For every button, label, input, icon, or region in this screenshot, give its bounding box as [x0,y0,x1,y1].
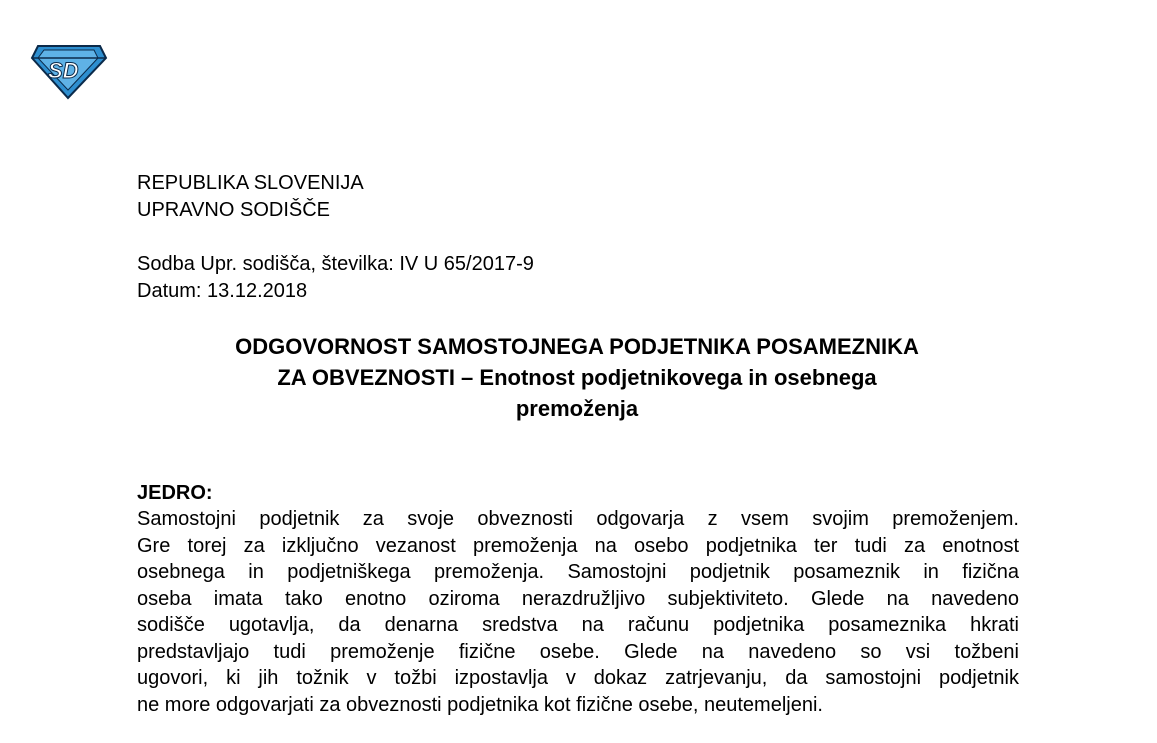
court-name: UPRAVNO SODIŠČE [137,199,330,221]
jedro-paragraph [137,506,1019,718]
case-reference [137,251,534,305]
paragraph-line: predstavljajo tudi premoženje fizične osebe. Glede na navedeno so vsi tožbeni [137,640,1019,663]
title-line-1: ODGOVORNOST SAMOSTOJNEGA PODJETNIKA POSAMEZNIKA [235,334,919,359]
paragraph-line: Samostojni podjetnik za svoje obveznosti odgovarja z vsem svojim premoženjem. [137,508,1019,530]
paragraph-line: Gre torej za izključno vezanost premoženja na osebo podjetnika ter tudi za enotnost [137,534,1019,557]
jedro-heading: JEDRO: [137,482,213,504]
title-line-3: premoženja [515,396,639,421]
paragraph-line: sodišče ugotavlja, da denarna sredstva na računu podjetnika posameznika hkrati [137,614,1019,636]
document-title [137,331,1017,424]
logo-monogram: SD [48,58,79,83]
diamond-shield-icon [30,40,108,100]
court-header [137,170,364,224]
paragraph-line: ne more odgovarjati za obveznosti podjetnika kot fizične osebe, neutemeljeni. [137,693,823,716]
court-logo [30,40,108,100]
decision-date: Datum: 13.12.2018 [137,280,308,302]
republic-name: REPUBLIKA SLOVENIJA [137,172,364,194]
case-number: Sodba Upr. sodišča, številka: IV U 65/2017-9 [137,253,534,275]
title-line-2: ZA OBVEZNOSTI – Enotnost podjetnikovega in osebnega [277,365,877,390]
paragraph-line: osebnega in podjetniškega premoženja. Samostojni podjetnik posameznik in fizična [137,561,1019,583]
paragraph-line: oseba imata tako enotno oziroma nerazdružljivo subjektiviteto. Glede na navedeno [137,587,1019,610]
paragraph-line: ugovori, ki jih tožnik v tožbi izpostavlja v dokaz zatrjevanju, da samostojni podjetnik [137,667,1019,689]
